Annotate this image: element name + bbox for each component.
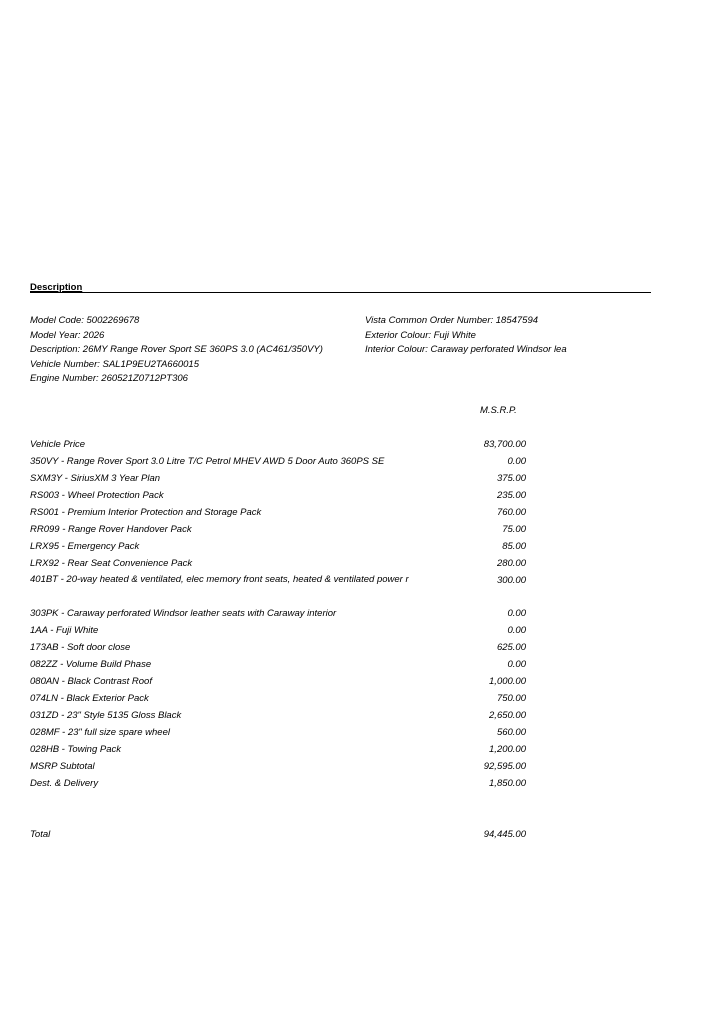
line-item-description: 028HB - Towing Pack <box>30 744 122 755</box>
line-item-row <box>30 775 530 792</box>
line-item-price: 1,850.00 <box>489 778 526 789</box>
line-item-description: RS003 - Wheel Protection Pack <box>30 490 164 501</box>
line-item-row <box>30 656 530 673</box>
line-item-price: 75.00 <box>502 524 526 535</box>
line-item-row <box>30 521 530 538</box>
section-title: Description <box>30 282 83 293</box>
vehicle-info <box>30 314 323 387</box>
line-item-price: 235.00 <box>496 490 526 501</box>
line-item-price: 85.00 <box>502 541 526 552</box>
line-item-description: LRX92 - Rear Seat Convenience Pack <box>30 558 193 569</box>
total-row <box>30 826 530 843</box>
line-item-price: 1,000.00 <box>489 676 526 687</box>
line-item-price: 300.00 <box>496 575 526 586</box>
model-year: Model Year: 2026 <box>30 329 105 341</box>
line-item-price: 560.00 <box>496 727 526 738</box>
heading-rule <box>30 292 651 293</box>
vehicle-number: Vehicle Number: SAL1P9EU2TA660015 <box>30 358 199 370</box>
line-item-row <box>30 436 530 453</box>
line-item-description: RR099 - Range Rover Handover Pack <box>30 524 192 535</box>
line-item-row <box>30 504 530 521</box>
line-item-row <box>30 453 530 470</box>
line-item-row <box>30 741 530 758</box>
line-item-row <box>30 690 530 707</box>
line-item-description: Dest. & Delivery <box>30 778 99 789</box>
order-info <box>365 314 567 358</box>
line-item-row <box>30 470 530 487</box>
line-item-description: 031ZD - 23" Style 5135 Gloss Black <box>30 710 182 721</box>
line-item-price: 375.00 <box>496 473 526 484</box>
engine-number: Engine Number: 260521Z0712PT306 <box>30 373 188 384</box>
line-item-description: 080AN - Black Contrast Roof <box>30 676 152 687</box>
line-item-row <box>30 555 530 572</box>
line-item-price: 83,700.00 <box>483 439 526 450</box>
line-item-description: 082ZZ - Volume Build Phase <box>30 659 152 670</box>
line-items <box>30 436 530 792</box>
total-price: 94,445.00 <box>483 829 526 840</box>
line-item-row <box>30 487 530 504</box>
line-item-price: 760.00 <box>496 507 526 518</box>
line-item-description: Vehicle Price <box>30 439 86 450</box>
exterior-colour: Exterior Colour: Fuji White <box>365 329 476 341</box>
line-item-price: 0.00 <box>507 608 526 619</box>
model-code: Model Code: 5002269678 <box>30 315 140 326</box>
line-item-description: 303PK - Caraway perforated Windsor leather seats with Caraway interior <box>30 608 337 619</box>
line-item-description: 1AA - Fuji White <box>30 625 99 636</box>
line-item-description: 401BT - 20-way heated & ventilated, elec memory front seats, heated & ventilated power r <box>30 574 409 585</box>
line-item-row <box>30 673 530 690</box>
line-item-row <box>30 707 530 724</box>
line-item-description: 028MF - 23" full size spare wheel <box>30 727 170 738</box>
line-item-description: RS001 - Premium Interior Protection and Storage Pack <box>30 507 262 518</box>
vehicle-description: Description: 26MY Range Rover Sport SE 360PS 3.0 (AC461/350VY) <box>30 344 323 355</box>
line-item-description: SXM3Y - SiriusXM 3 Year Plan <box>30 473 161 484</box>
line-item-row <box>30 724 530 741</box>
total-label: Total <box>30 829 51 840</box>
line-item-row <box>30 639 530 656</box>
line-item-price: 280.00 <box>496 558 526 569</box>
line-item-description: 350VY - Range Rover Sport 3.0 Litre T/C Petrol MHEV AWD 5 Door Auto 360PS SE <box>30 456 385 467</box>
line-item-price: 92,595.00 <box>483 761 526 772</box>
line-item-description: 173AB - Soft door close <box>30 642 131 653</box>
line-item-row <box>30 758 530 775</box>
line-item-description: LRX95 - Emergency Pack <box>30 541 140 552</box>
msrp-header: M.S.R.P. <box>480 405 517 416</box>
line-item-description: 074LN - Black Exterior Pack <box>30 693 149 704</box>
line-item-price: 750.00 <box>496 693 526 704</box>
line-item-price: 1,200.00 <box>489 744 526 755</box>
line-item-price: 625.00 <box>496 642 526 653</box>
line-item-price: 0.00 <box>507 659 526 670</box>
line-item-row <box>30 538 530 555</box>
line-item-price: 2,650.00 <box>489 710 526 721</box>
line-item-price: 0.00 <box>507 625 526 636</box>
line-item-row <box>30 605 530 622</box>
interior-colour: Interior Colour: Caraway perforated Windsor lea <box>365 344 567 355</box>
vista-order-number: Vista Common Order Number: 18547594 <box>365 315 539 326</box>
line-item-row <box>30 572 530 605</box>
line-item-row <box>30 622 530 639</box>
line-item-description: MSRP Subtotal <box>30 761 95 772</box>
line-item-price: 0.00 <box>507 456 526 467</box>
